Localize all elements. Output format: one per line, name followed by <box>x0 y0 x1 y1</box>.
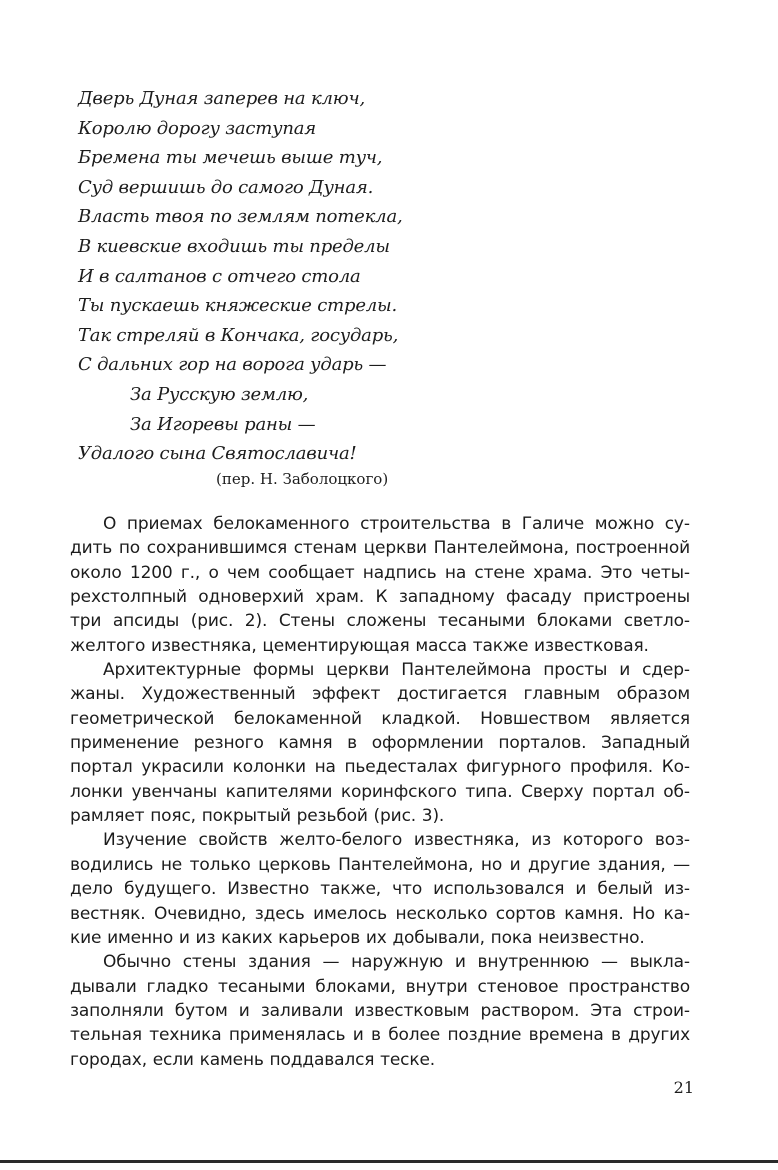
poem-line: И в салтанов с отчего стола <box>78 265 361 287</box>
poem-line: Бремена ты мечешь выше туч, <box>78 147 383 169</box>
poem-line-indented: За Русскую землю, <box>130 383 309 405</box>
poem-line: Дверь Дуная заперев на ключ, <box>78 88 365 109</box>
poem-line: С дальних гор на ворога ударь — <box>78 354 387 376</box>
page-number: 21 <box>673 1078 694 1097</box>
poem-line: Удалого сына Святославича! <box>78 443 357 465</box>
poem-line: Власть твоя по землям потекла, <box>78 206 403 228</box>
page-bottom-edge <box>0 1160 778 1163</box>
paragraph: Изучение свойств желто-белого известняка, из которого возводились не только церковь Пантелеймона, но и другие здания, — дело будущего. Известно также, что использовался и белый известняк. Очевидно, здесь имелось несколько сортов камня. Но какие именно и из каких карьеров их добывали, пока неизвестно. <box>70 830 690 948</box>
poem-line: В киевские входишь ты пределы <box>78 235 390 257</box>
poem-line-indented: За Игоревы раны — <box>130 413 316 435</box>
poem-line: Так стреляй в Кончака, государь, <box>78 324 399 346</box>
poem-attribution: (пер. Н. Заболоцкого) <box>216 470 389 488</box>
poem-line: Ты пускаешь княжеские стрелы. <box>78 295 398 317</box>
poem-line: Суд вершишь до самого Дуная. <box>78 176 374 198</box>
paragraph: Обычно стены здания — наружную и внутреннюю — выкладывали гладко тесаными блоками, внутри стеновое пространство заполняли бутом и заливали известковым раствором. Эта строительная техника применялась и в более поздние времена в других городах, если камень поддавался теске. <box>70 952 690 1070</box>
poem-block <box>78 84 458 469</box>
paragraph: Архитектурные формы церкви Пантелеймона просты и сдержаны. Художественный эффект достигается главным образом геометрической белокаменной кладкой. Новшеством является применение резного камня в оформлении порталов. Западный портал украсили колонки на пьедесталах фигурного профиля. Колонки увенчаны капителями коринфского типа. Сверху портал обрамляет пояс, покрытый резьбой (рис. 3). <box>70 660 690 827</box>
body-text <box>70 512 690 1072</box>
poem-line: Королю дорогу заступая <box>78 117 317 139</box>
paragraph: О приемах белокаменного строительства в Галиче можно судить по сохранившимся стенам церкви Пантелеймона, построенной около 1200 г., о чем сообщает надпись на стене храма. Это четырехстолпный одноверхий храм. К западному фасаду пристроены три апсиды (рис. 2). Стены сложены тесаными блоками светложелтого известняка, цементирующая масса также известковая. <box>70 514 690 656</box>
